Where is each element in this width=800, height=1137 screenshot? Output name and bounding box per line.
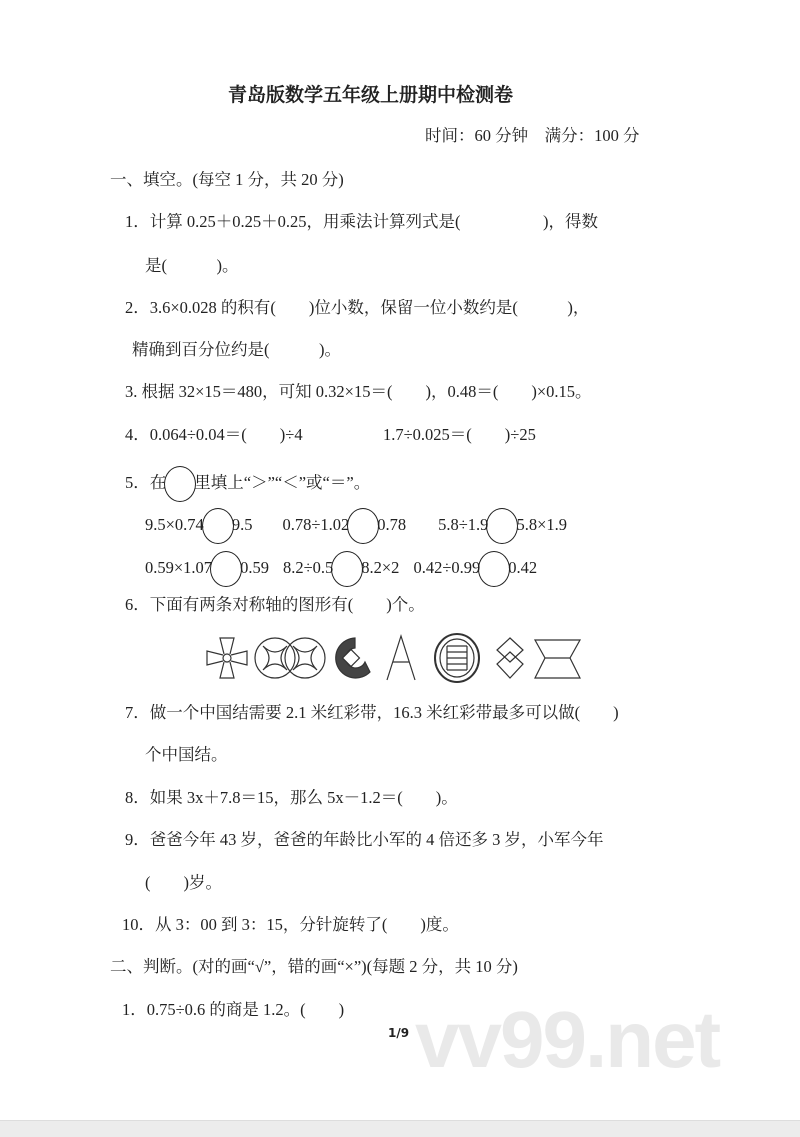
question-6: 6．下面有两条对称轴的图形有( )个。	[125, 595, 425, 614]
compare-right: 5.8×1.9	[516, 514, 567, 534]
question-1: 1．计算 0.25＋0.25＋0.25，用乘法计算列式是( )，得数	[125, 212, 598, 231]
double-diamond-figure	[497, 638, 523, 678]
compare-row-2	[145, 551, 537, 587]
section-1-heading: 一、填空。(每空 1 分，共 20 分)	[110, 170, 344, 189]
question-4a: 4．0.064÷0.04＝( )÷4	[125, 425, 303, 444]
bottom-scrollbar[interactable]	[0, 1120, 800, 1137]
seal-figure	[435, 634, 479, 682]
question-3: 3. 根据 32×15＝480，可知 0.32×15＝( )，0.48＝( )×0.15。	[125, 382, 592, 401]
compare-right: 0.59	[240, 557, 269, 577]
letter-a-figure	[387, 636, 415, 680]
symmetry-figures	[205, 632, 585, 684]
question-9: 9．爸爸今年 43 岁，爸爸的年龄比小军的 4 倍还多 3 岁，小军今年	[125, 830, 604, 849]
compare-right: 0.78	[377, 514, 407, 534]
compare-left: 5.8÷1.9	[438, 514, 489, 534]
question-5	[125, 466, 370, 502]
q5-suffix: 里填上“＞”“＜”或“＝”。	[194, 472, 371, 492]
answer-circle[interactable]	[478, 551, 510, 587]
double-coin-figure	[255, 638, 325, 678]
exam-info: 时间：60 分钟 满分：100 分	[425, 126, 640, 145]
pinwheel-figure	[207, 638, 247, 678]
compare-right: 9.5	[231, 514, 253, 534]
answer-circle[interactable]	[210, 551, 242, 587]
bowtie-figure	[535, 640, 580, 678]
question-7-cont: 个中国结。	[145, 745, 228, 764]
compare-left: 0.42÷0.99	[413, 557, 481, 577]
question-2: 2．3.6×0.028 的积有( )位小数，保留一位小数约是( )，	[125, 298, 590, 317]
answer-circle[interactable]	[486, 508, 518, 544]
judge-1: 1．0.75÷0.6 的商是 1.2。( )	[122, 1000, 345, 1019]
answer-circle[interactable]	[347, 508, 379, 544]
question-7: 7．做一个中国结需要 2.1 米红彩带，16.3 米红彩带最多可以做( )	[125, 703, 619, 722]
bank-logo-figure	[336, 638, 370, 678]
compare-right: 0.42	[508, 557, 538, 577]
watermark: vv99.net	[415, 995, 720, 1084]
answer-circle[interactable]	[331, 551, 363, 587]
q5-prefix: 5．在	[125, 472, 167, 492]
page-number: 1/9	[388, 1026, 410, 1040]
compare-left: 8.2÷0.5	[282, 557, 334, 577]
compare-left: 0.59×1.07	[145, 557, 213, 577]
question-1-cont: 是( )。	[145, 256, 239, 275]
question-2-cont: 精确到百分位约是( )。	[132, 340, 341, 359]
compare-left: 9.5×0.74	[145, 514, 204, 534]
compare-left: 0.78÷1.02	[282, 514, 350, 534]
compare-row-1	[145, 508, 567, 544]
answer-circle	[164, 466, 196, 502]
question-10: 10．从 3：00 到 3：15，分针旋转了( )度。	[122, 915, 459, 934]
question-9-cont: ( )岁。	[145, 873, 222, 892]
question-8: 8．如果 3x＋7.8＝15，那么 5x－1.2＝( )。	[125, 788, 458, 807]
section-2-heading: 二、判断。(对的画“√”，错的画“×”)(每题 2 分，共 10 分)	[110, 957, 518, 976]
compare-right: 8.2×2	[361, 557, 400, 577]
page-title: 青岛版数学五年级上册期中检测卷	[228, 84, 514, 106]
question-4b: 1.7÷0.025＝( )÷25	[383, 425, 536, 444]
answer-circle[interactable]	[202, 508, 234, 544]
